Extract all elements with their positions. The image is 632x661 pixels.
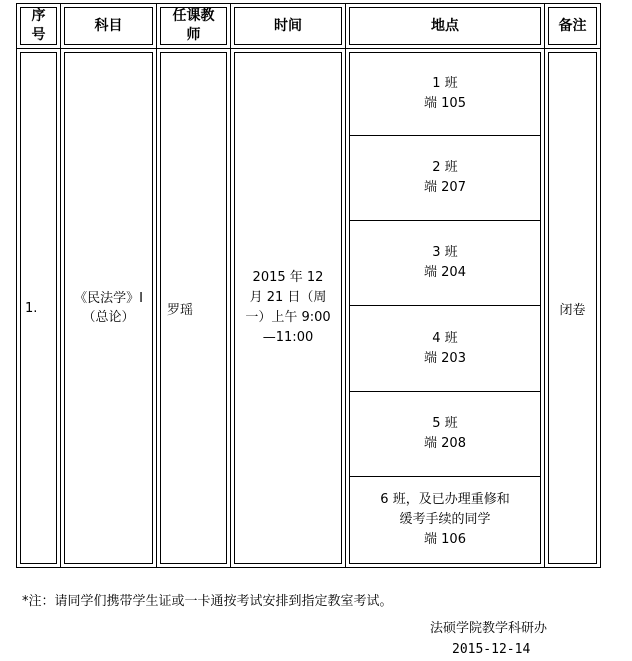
location-item: 1 班 端 105	[350, 53, 540, 136]
header-seq: 序号	[17, 4, 61, 49]
row-time: 2015 年 12 月 21 日（周一）上午 9:00—11:00	[231, 49, 346, 568]
row-subject: 《民法学》I（总论）	[61, 49, 157, 568]
location-item: 2 班 端 207	[350, 136, 540, 221]
location-item: 5 班 端 208	[350, 392, 540, 477]
header-remark: 备注	[545, 4, 601, 49]
header-subject: 科目	[61, 4, 157, 49]
exam-schedule-table	[16, 3, 601, 568]
row-locations	[346, 49, 545, 568]
footer-date: 2015-12-14	[452, 642, 531, 657]
row-teacher: 罗瑶	[157, 49, 231, 568]
row-remark: 闭卷	[545, 49, 601, 568]
header-location: 地点	[346, 4, 545, 49]
row-seq: 1.	[17, 49, 61, 568]
location-item: 6 班，及已办理重修和缓考手续的同学 端 106	[380, 492, 510, 547]
location-item: 4 班 端 203	[350, 306, 540, 392]
location-item: 3 班 端 204	[350, 221, 540, 306]
header-time: 时间	[231, 4, 346, 49]
header-teacher: 任课教师	[157, 4, 231, 49]
footer-note: *注：请同学们携带学生证或一卡通按考试安排到指定教室考试。	[22, 594, 393, 609]
footer-signature: 法硕学院教学科研办	[430, 621, 548, 636]
